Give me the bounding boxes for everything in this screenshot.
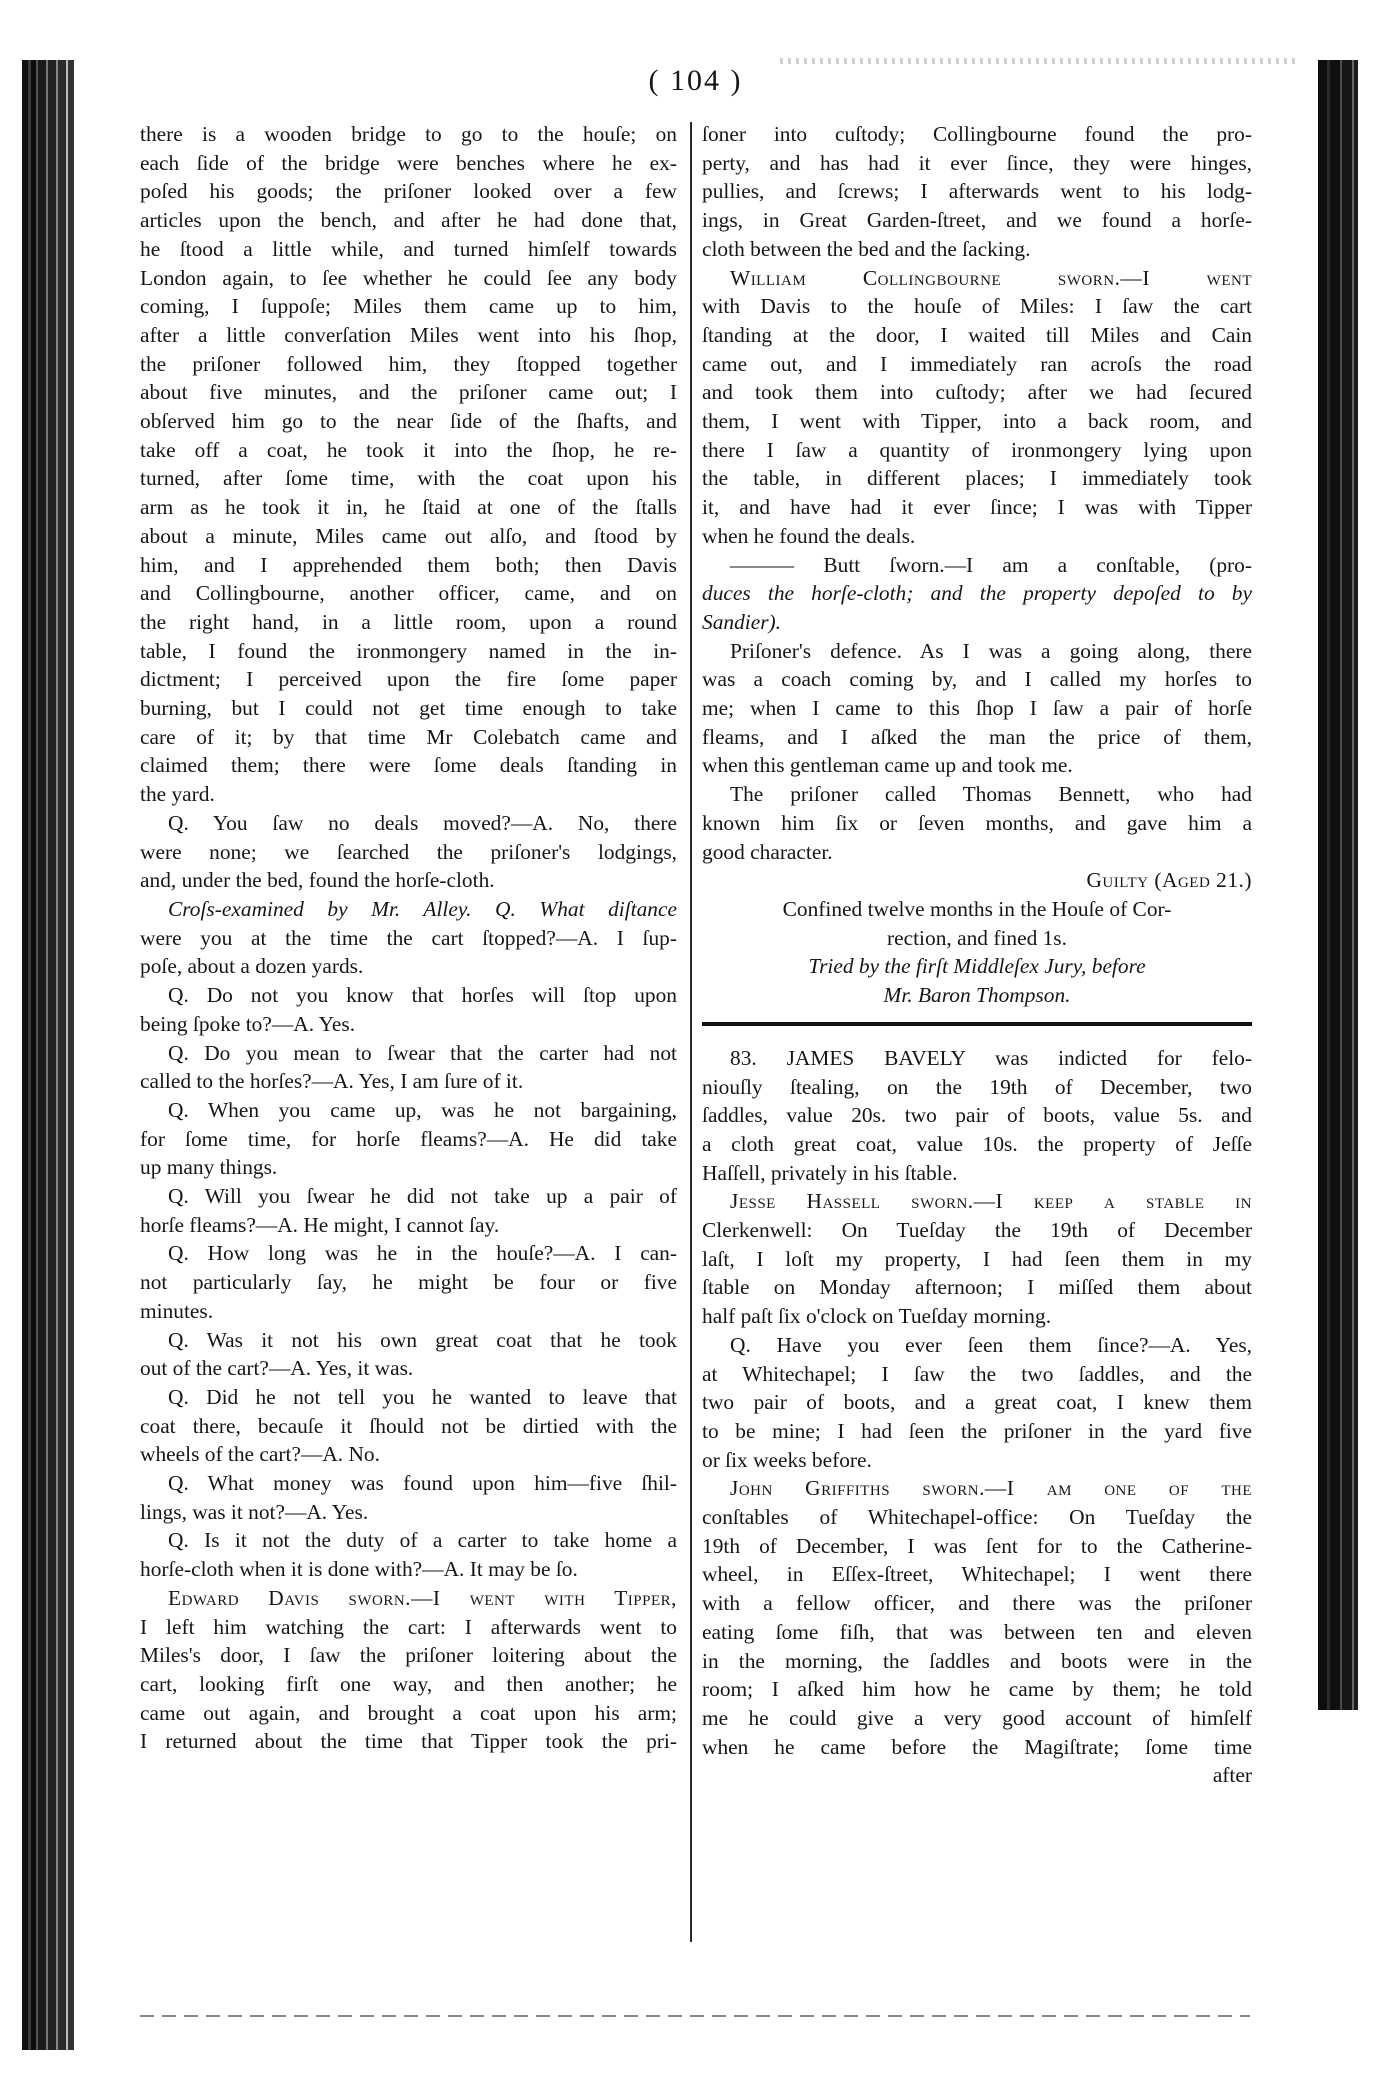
text-line: the table, in different places; I immediately took	[702, 466, 1252, 491]
text-line: with a fellow officer, and there was the priſoner	[702, 1591, 1252, 1616]
text-line: being ſpoke to?—A. Yes.	[140, 1011, 356, 1036]
witness-line: ——— Butt ſworn.—I am a conſtable, (pro-	[730, 552, 1252, 577]
text-line: not particularly ſay, he might be four or five	[140, 1270, 677, 1295]
text-line: up many things.	[140, 1155, 278, 1180]
left-column	[140, 120, 677, 2005]
right-column	[702, 120, 1252, 2005]
text-line: 19th of December, I was ſent for to the Catherine-	[702, 1533, 1252, 1558]
text-line: half paſt ſix o'clock on Tueſday morning.	[702, 1304, 1052, 1329]
text-line: articles upon the bench, and after he had done that,	[140, 208, 677, 233]
question-line: Q. Will you ſwear he did not take up a pair of	[168, 1184, 677, 1209]
defence-line: Priſoner's defence. As I was a going along, there	[730, 638, 1252, 663]
text-line: two pair of boots, and a great coat, I knew them	[702, 1390, 1252, 1415]
text-line: Haſſell, privately in his ſtable.	[702, 1160, 958, 1185]
text-line: I left him watching the cart: I afterwards went to	[140, 1614, 677, 1639]
text-line: ſtable on Monday afternoon; I miſſed them about	[702, 1275, 1252, 1300]
text-line: about five minutes, and the priſoner came out; I	[140, 380, 677, 405]
text-line: wheel, in Eſſex-ſtreet, Whitechapel; I went there	[702, 1562, 1252, 1587]
text-line: dictment; I perceived upon the fire ſome paper	[140, 667, 677, 692]
binding-shadow-left	[22, 60, 74, 2050]
text-line: niouſly ſtealing, on the 19th of December, two	[702, 1074, 1252, 1099]
witness-line: Edward Davis ſworn.—I went with Tipper,	[168, 1585, 677, 1610]
text-line: with Davis to the houſe of Miles: I ſaw the cart	[702, 294, 1252, 319]
question-line: Q. Was it not his own great coat that he took	[168, 1327, 677, 1352]
text-line: he ſtood a little while, and turned himſelf towards	[140, 236, 677, 261]
text-line: claimed them; there were ſome deals ſtanding in	[140, 753, 677, 778]
question-line: Q. Do you mean to ſwear that the carter had not	[168, 1040, 677, 1065]
text-line: conſtables of Whitechapel-office: On Tueſday the	[702, 1505, 1252, 1530]
text-line: after a little converſation Miles went into his ſhop,	[140, 322, 677, 347]
text-line: in the morning, the ſaddles and boots were in the	[702, 1648, 1252, 1673]
text-line: poſe, about a dozen yards.	[140, 954, 364, 979]
question-line: Q. How long was he in the houſe?—A. I can-	[168, 1241, 677, 1266]
text-line: him, and I apprehended them both; then Davis	[140, 552, 677, 577]
verdict-line: Guilty (Aged 21.)	[1086, 868, 1252, 893]
text-line: room; I aſked him how he came by them; he told	[702, 1677, 1252, 1702]
text-line: I returned about the time that Tipper took the pri-	[140, 1729, 677, 1754]
witness-line: William Collingbourne ſworn.—I went	[730, 265, 1252, 290]
text-line: and Collingbourne, another officer, came, and on	[140, 581, 677, 606]
page-number: ( 104 )	[648, 64, 743, 97]
text-line: table, I found the ironmongery named in the in-	[140, 638, 677, 663]
text-line: Sandier).	[702, 609, 782, 634]
text-line: Miles's door, I ſaw the priſoner loitering about the	[140, 1643, 677, 1668]
text-line: coming, I ſuppoſe; Miles them came up to him,	[140, 294, 677, 319]
text-line: good character.	[702, 839, 833, 864]
text-line: there I ſaw a quantity of ironmongery lying upon	[702, 437, 1252, 462]
text-line: horſe fleams?—A. He might, I cannot ſay.	[140, 1212, 500, 1237]
question-line: Q. You ſaw no deals moved?—A. No, there	[168, 810, 677, 835]
question-line: Q. When you came up, was he not bargaining,	[168, 1097, 677, 1122]
text-line: coat there, becauſe it ſhould not be dirtied with the	[140, 1413, 677, 1438]
sentence-line: Confined twelve months in the Houſe of Cor-	[782, 896, 1172, 921]
section-rule	[702, 1022, 1252, 1026]
text-line: wheels of the cart?—A. No.	[140, 1442, 380, 1467]
text-line: about a minute, Miles came out alſo, and ſtood by	[140, 523, 677, 548]
witness-line: John Griffiths ſworn.—I am one of the	[730, 1476, 1252, 1501]
text-line: minutes.	[140, 1298, 214, 1323]
text-line: duces the horſe-cloth; and the property depoſed to by	[702, 581, 1252, 606]
text-line: obſerved him go to the near ſide of the ſhafts, and	[140, 409, 677, 434]
text-line: the yard.	[140, 782, 215, 807]
text-line: horſe-cloth when it is done with?—A. It may be ſo.	[140, 1557, 578, 1582]
witness-line: Jesse Hassell ſworn.—I keep a ſtable in	[730, 1189, 1252, 1214]
text-line: to be mine; I had ſeen the priſoner in the yard five	[702, 1418, 1252, 1443]
question-line: Q. Do not you know that horſes will ſtop upon	[168, 983, 677, 1008]
column-divider	[690, 122, 692, 1942]
text-line: me; when I came to this ſhop I ſaw a pair of horſe	[702, 696, 1252, 721]
question-line: Q. Have you ever ſeen them ſince?—A. Yes,	[730, 1332, 1252, 1357]
cross-examined-line: Croſs-examined by Mr. Alley. Q. What diſtance	[168, 896, 677, 921]
sentence-line: rection, and fined 1s.	[887, 925, 1067, 950]
text-line: arm as he took it in, he ſtaid at one of the ſtalls	[140, 495, 677, 520]
text-line: and took them into cuſtody; after we had ſecured	[702, 380, 1252, 405]
text-line: a cloth great coat, value 10s. the property of Jeſſe	[702, 1131, 1252, 1156]
text-line: when he came before the Magiſtrate; ſome time	[702, 1734, 1252, 1759]
text-line: eating ſome fiſh, that was between ten and eleven	[702, 1619, 1252, 1644]
text-line: called to the horſes?—A. Yes, I am ſure of it.	[140, 1069, 524, 1094]
text-line: it, and have had it ever ſince; I was with Tipper	[702, 495, 1252, 520]
text-line: ſtanding at the door, I waited till Miles and Cain	[702, 322, 1252, 347]
text-line: poſed his goods; the priſoner looked over a few	[140, 179, 677, 204]
text-line: ſaddles, value 20s. two pair of boots, value 5s. and	[702, 1103, 1252, 1128]
text-line: came out, and I immediately ran acroſs the road	[702, 351, 1252, 376]
binding-shadow-right	[1318, 60, 1358, 1710]
text-line: were you at the time the cart ſtopped?—A. I ſup-	[140, 925, 677, 950]
text-line: and, under the bed, found the horſe-cloth.	[140, 868, 495, 893]
text-line: burning, but I could not get time enough to take	[140, 696, 677, 721]
text-line: cart, looking firſt one way, and then another; he	[140, 1671, 677, 1696]
text-line: me he could give a very good account of himſelf	[702, 1705, 1252, 1730]
text-line: turned, after ſome time, with the coat upon his	[140, 466, 677, 491]
text-line: at Whitechapel; I ſaw the two ſaddles, and the	[702, 1361, 1252, 1386]
text-line: out of the cart?—A. Yes, it was.	[140, 1356, 414, 1381]
text-line: the right hand, in a little room, upon a round	[140, 609, 677, 634]
question-line: Q. What money was found upon him—five ſhil-	[168, 1471, 677, 1496]
question-line: Q. Is it not the duty of a carter to take home a	[168, 1528, 677, 1553]
text-line: The priſoner called Thomas Bennett, who had	[730, 782, 1252, 807]
text-line: when this gentleman came up and took me.	[702, 753, 1073, 778]
bottom-edge-noise	[140, 2015, 1250, 2017]
text-line: ings, in Great Garden-ſtreet, and we found a horſe-	[702, 208, 1252, 233]
text-line: was a coach coming by, and I called my horſes to	[702, 667, 1252, 692]
text-line: were none; we ſearched the priſoner's lodgings,	[140, 839, 677, 864]
text-line: care of it; by that time Mr Colebatch came and	[140, 724, 677, 749]
text-line: ſoner into cuſtody; Collingbourne found the pro-	[702, 122, 1252, 146]
text-line: laſt, I loſt my property, I had ſeen them in my	[702, 1246, 1252, 1271]
question-line: Q. Did he not tell you he wanted to leave that	[168, 1384, 677, 1409]
text-line: the priſoner followed him, they ſtopped together	[140, 351, 677, 376]
text-line: London again, to ſee whether he could ſee any body	[140, 265, 677, 290]
catchword: after	[1212, 1763, 1252, 1788]
case-heading-line: 83. JAMES BAVELY was indicted for felo-	[730, 1045, 1252, 1070]
text-line: them, I went with Tipper, into a back room, and	[702, 409, 1252, 434]
text-line: Clerkenwell: On Tueſday the 19th of December	[702, 1218, 1252, 1243]
text-line: or ſix weeks before.	[702, 1447, 872, 1472]
text-line: came out again, and brought a coat upon his arm;	[140, 1700, 677, 1725]
text-line: for ſome time, for horſe fleams?—A. He did take	[140, 1126, 677, 1151]
text-line: perty, and has had it ever ſince, they were hinges,	[702, 150, 1252, 175]
text-line: known him ſix or ſeven months, and gave him a	[702, 810, 1252, 835]
text-line: there is a wooden bridge to go to the houſe; on	[140, 122, 677, 146]
text-line: pullies, and ſcrews; I afterwards went to his lodg-	[702, 179, 1252, 204]
text-line: take off a coat, he took it into the ſhop, he re-	[140, 437, 677, 462]
text-line: cloth between the bed and the ſacking.	[702, 236, 1031, 261]
text-line: lings, was it not?—A. Yes.	[140, 1499, 369, 1524]
text-line: when he found the deals.	[702, 523, 916, 548]
text-line: fleams, and I aſked the man the price of them,	[702, 724, 1252, 749]
judge-line: Mr. Baron Thompson.	[883, 983, 1071, 1008]
text-line: each ſide of the bridge were benches where he ex-	[140, 150, 677, 175]
jury-line: Tried by the firſt Middleſex Jury, before	[808, 954, 1146, 979]
